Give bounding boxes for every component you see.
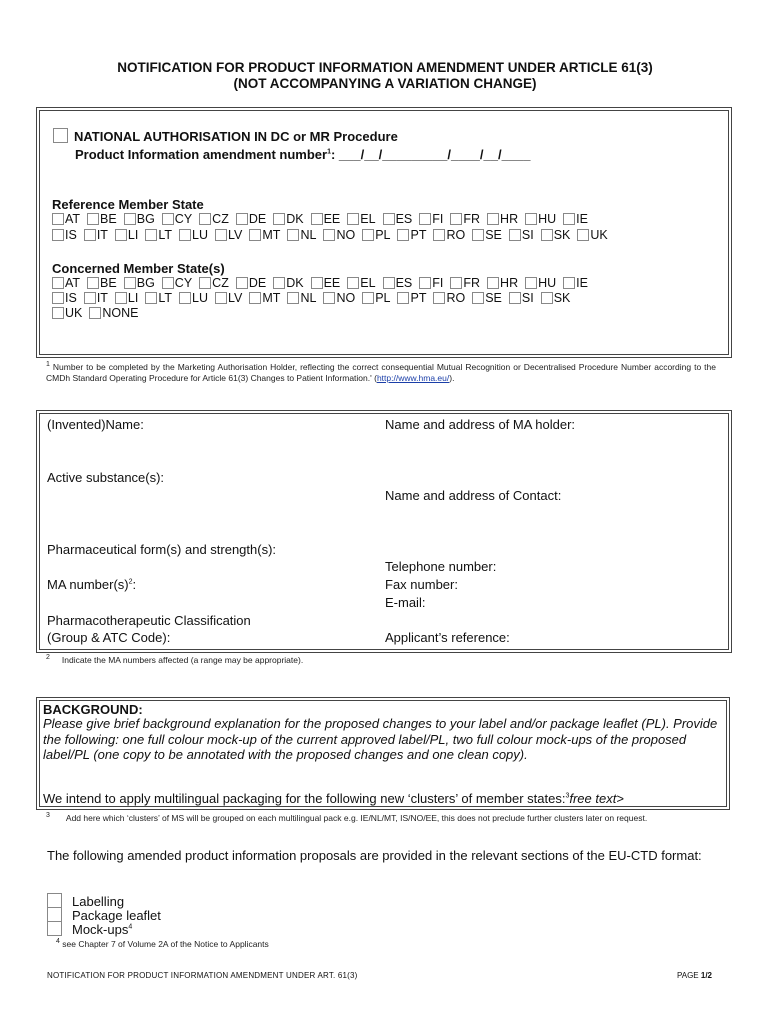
member-state-label: DE (248, 212, 267, 226)
member-state-label: SI (521, 228, 534, 242)
member-state-checkbox[interactable] (52, 307, 64, 319)
member-state-ro (433, 291, 465, 306)
amendment-number-field[interactable]: : ___/__/_________/____/__/____ (330, 147, 531, 162)
member-state-lu (179, 291, 208, 306)
member-state-label: NL (300, 291, 317, 305)
member-state-checkbox[interactable] (472, 292, 484, 304)
member-state-checkbox[interactable] (509, 292, 521, 304)
member-state-label: IE (576, 276, 588, 290)
member-state-checkbox[interactable] (162, 213, 174, 225)
member-state-label: DE (248, 276, 267, 290)
member-state-checkbox[interactable] (450, 213, 462, 225)
member-state-hu (525, 276, 556, 291)
member-state-at (52, 276, 80, 291)
member-state-checkbox[interactable] (541, 229, 553, 241)
member-state-checkbox[interactable] (145, 229, 157, 241)
member-state-lv (215, 228, 242, 243)
member-state-checkbox[interactable] (563, 213, 575, 225)
member-state-ie (563, 276, 588, 291)
member-state-label: NONE (102, 306, 139, 320)
member-state-label: IS (65, 291, 77, 305)
member-state-label: FR (463, 276, 481, 290)
footnote-ref-4: 4 (128, 923, 133, 931)
member-state-checkbox[interactable] (433, 292, 445, 304)
member-state-hr (487, 212, 518, 227)
member-state-label: SE (485, 228, 502, 242)
footnote-3-number: 3 (46, 812, 50, 819)
member-state-es (383, 276, 413, 291)
member-state-label: FR (463, 212, 481, 226)
member-state-cy (162, 212, 192, 227)
member-state-checkbox[interactable] (199, 213, 211, 225)
member-state-cy (162, 276, 192, 291)
member-state-label: LI (127, 228, 139, 242)
member-state-pl (362, 291, 390, 306)
page-label: PAGE (677, 971, 699, 980)
member-state-no (323, 291, 355, 306)
member-state-hu (525, 212, 556, 227)
member-state-label: UK (590, 228, 608, 242)
form-title-line2: (NOT ACCOMPANYING A VARIATION CHANGE) (233, 76, 537, 91)
member-state-checkbox[interactable] (323, 292, 335, 304)
hma-link[interactable]: http://www.hma.eu/ (376, 372, 450, 383)
member-state-uk (577, 228, 607, 243)
member-state-checkbox[interactable] (362, 229, 374, 241)
member-state-checkbox[interactable] (124, 213, 136, 225)
proposals-intro: The following amended product information proposals are provided in the relevant sections of the EU-CTD format: (47, 848, 702, 863)
member-state-checkbox[interactable] (52, 277, 64, 289)
member-state-bg (124, 276, 155, 291)
member-state-label: SK (553, 291, 571, 305)
member-state-checkbox[interactable] (525, 213, 537, 225)
background-heading: BACKGROUND: (43, 702, 143, 717)
member-state-label: EE (323, 212, 341, 226)
member-state-label: AT (65, 212, 81, 226)
member-state-checkbox[interactable] (472, 229, 484, 241)
free-text-field[interactable]: free text> (569, 791, 624, 806)
member-state-it (84, 228, 108, 243)
member-state-is (52, 228, 77, 243)
member-state-label: SE (485, 291, 502, 305)
member-state-nl (287, 228, 316, 243)
footer-page (677, 971, 712, 980)
member-state-label: CY (174, 212, 193, 226)
member-state-checkbox[interactable] (236, 213, 248, 225)
member-state-checkbox[interactable] (236, 277, 248, 289)
multilingual-text: We intend to apply multilingual packaging for the following new ‘clusters’ of member states: (43, 791, 566, 806)
ma-number-label (47, 577, 136, 592)
member-state-label: EE (323, 276, 341, 290)
footnote-4-number: 4 (56, 938, 60, 945)
mock-ups-label: Mock-ups (72, 922, 129, 937)
footnote-ref-1: 1 (327, 148, 331, 156)
member-state-label: LV (228, 291, 243, 305)
member-state-el (347, 212, 375, 227)
member-state-checkbox[interactable] (145, 292, 157, 304)
national-authorisation-heading: NATIONAL AUTHORISATION IN DC or MR Procedure (74, 129, 398, 144)
member-state-checkbox[interactable] (124, 277, 136, 289)
applicant-reference-label: Applicant’s reference: (385, 630, 510, 645)
member-state-label: RO (446, 228, 466, 242)
active-substance-label: Active substance(s): (47, 470, 165, 485)
concerned-row-1 (52, 276, 595, 291)
member-state-checkbox[interactable] (115, 292, 127, 304)
member-state-dk (273, 212, 303, 227)
member-state-checkbox[interactable] (563, 277, 575, 289)
member-state-label: CZ (212, 212, 229, 226)
member-state-label: PL (375, 291, 391, 305)
member-state-checkbox[interactable] (52, 229, 64, 241)
member-state-li (115, 228, 138, 243)
member-state-dk (273, 276, 303, 291)
member-state-checkbox[interactable] (52, 292, 64, 304)
footnote-3 (46, 810, 714, 824)
member-state-checkbox[interactable] (115, 229, 127, 241)
page-number: 1/2 (700, 971, 712, 980)
member-state-label: AT (65, 276, 81, 290)
concerned-row-2 (52, 291, 577, 306)
member-state-hr (487, 276, 518, 291)
member-state-uk (52, 306, 82, 321)
member-state-be (87, 276, 117, 291)
member-state-checkbox[interactable] (450, 277, 462, 289)
member-state-label: BE (100, 212, 117, 226)
member-state-lt (145, 291, 172, 306)
member-state-checkbox[interactable] (87, 213, 99, 225)
member-state-li (115, 291, 138, 306)
labelling-label: Labelling (72, 894, 125, 909)
member-state-checkbox[interactable] (287, 229, 299, 241)
amendment-number-row (75, 147, 531, 162)
member-state-pt (397, 228, 426, 243)
member-state-label: EL (360, 276, 376, 290)
member-state-checkbox[interactable] (397, 292, 409, 304)
mock-ups-checkbox[interactable] (47, 921, 62, 936)
footnote-1-text: Number to be completed by the Marketing Authorisation Holder, reflecting the correct consequential Mutual Recognition or Decentralised Procedure Number according to the CMDh Standard Operating Procedure for Article 61(3) Changes to Patient Information.' ( (46, 361, 716, 383)
member-state-label: LT (158, 291, 173, 305)
member-state-label: HR (500, 276, 519, 290)
member-state-label: IT (96, 291, 108, 305)
national-authorisation-checkbox[interactable] (53, 128, 68, 143)
member-state-label: IS (65, 228, 77, 242)
member-state-label: MT (262, 228, 281, 242)
member-state-label: IE (576, 212, 588, 226)
member-state-checkbox[interactable] (419, 277, 431, 289)
member-state-ee (311, 276, 341, 291)
package-leaflet-checkbox[interactable] (47, 907, 62, 922)
member-state-checkbox[interactable] (525, 277, 537, 289)
member-state-checkbox[interactable] (84, 292, 96, 304)
member-state-checkbox[interactable] (215, 292, 227, 304)
member-state-checkbox[interactable] (273, 213, 285, 225)
member-state-checkbox[interactable] (362, 292, 374, 304)
member-state-it (84, 291, 108, 306)
member-state-checkbox[interactable] (249, 292, 261, 304)
footnote-2 (46, 652, 303, 666)
pharmacotherapeutic-label-line2: (Group & ATC Code): (47, 630, 171, 645)
member-state-sk (541, 291, 571, 306)
member-state-de (236, 276, 266, 291)
member-state-checkbox[interactable] (347, 277, 359, 289)
member-state-checkbox[interactable] (577, 229, 589, 241)
member-state-checkbox[interactable] (487, 213, 499, 225)
member-state-label: DK (286, 212, 304, 226)
member-state-pt (397, 291, 426, 306)
proposal-item-mock-ups (47, 921, 132, 937)
member-state-checkbox[interactable] (323, 229, 335, 241)
member-state-label: BE (100, 276, 117, 290)
fax-label: Fax number: (385, 577, 458, 592)
concerned-row-3 (52, 306, 146, 321)
reference-member-state-heading: Reference Member State (52, 197, 204, 212)
member-state-fi (419, 212, 443, 227)
member-state-label: SK (553, 228, 571, 242)
labelling-checkbox[interactable] (47, 893, 62, 908)
member-state-el (347, 276, 375, 291)
member-state-checkbox[interactable] (87, 277, 99, 289)
member-state-checkbox[interactable] (84, 229, 96, 241)
member-state-checkbox[interactable] (383, 213, 395, 225)
footnote-1-number: 1 (46, 361, 50, 368)
member-state-checkbox[interactable] (541, 292, 553, 304)
member-state-checkbox[interactable] (433, 229, 445, 241)
member-state-fi (419, 276, 443, 291)
member-state-checkbox[interactable] (179, 292, 191, 304)
footnote-4-text: see Chapter 7 of Volume 2A of the Notice to Applicants (62, 938, 269, 949)
invented-name-label: (Invented)Name: (47, 417, 144, 432)
contact-label: Name and address of Contact: (385, 488, 562, 503)
member-state-label: ES (395, 212, 413, 226)
footnote-2-number: 2 (46, 654, 50, 661)
footnote-1 (46, 359, 716, 384)
member-state-label: MT (262, 291, 281, 305)
member-state-label: EL (360, 212, 376, 226)
member-state-checkbox[interactable] (215, 229, 227, 241)
pharmacotherapeutic-label-line1: Pharmacotherapeutic Classification (47, 613, 251, 628)
member-state-label: HU (538, 276, 557, 290)
member-state-mt (249, 291, 280, 306)
member-state-cz (199, 276, 229, 291)
member-state-bg (124, 212, 155, 227)
footnote-4 (56, 936, 269, 950)
member-state-si (509, 291, 534, 306)
member-state-label: DK (286, 276, 304, 290)
member-state-checkbox[interactable] (509, 229, 521, 241)
footnote-ref-3: 3 (565, 792, 570, 800)
member-state-de (236, 212, 266, 227)
background-instructions: Please give brief background explanation for the proposed changes to your label and/or package leaflet (PL). Provide the following: one full colour mock-up of the current approved label/PL, two full colour mock-ups of the proposed label/PL (one copy to be annotated with the proposed changes and one clean copy). (43, 716, 718, 762)
member-state-label: UK (65, 306, 83, 320)
member-state-checkbox[interactable] (419, 213, 431, 225)
footnote-2-text: Indicate the MA numbers affected (a range may be appropriate). (61, 654, 304, 665)
member-state-label: LI (127, 291, 139, 305)
member-state-label: ES (395, 276, 413, 290)
member-state-checkbox[interactable] (199, 277, 211, 289)
member-state-nl (287, 291, 316, 306)
member-state-lt (145, 228, 172, 243)
member-state-no (323, 228, 355, 243)
package-leaflet-label: Package leaflet (72, 908, 161, 923)
reference-row-2 (52, 228, 615, 243)
ma-holder-label: Name and address of MA holder: (385, 417, 576, 432)
member-state-checkbox[interactable] (162, 277, 174, 289)
member-state-label: FI (432, 212, 444, 226)
member-state-label: BG (136, 212, 155, 226)
telephone-label: Telephone number: (385, 559, 497, 574)
member-state-checkbox[interactable] (311, 213, 323, 225)
member-state-label: LV (228, 228, 243, 242)
member-state-es (383, 212, 413, 227)
member-state-label: NL (300, 228, 317, 242)
member-state-checkbox[interactable] (397, 229, 409, 241)
member-state-cz (199, 212, 229, 227)
member-state-se (472, 291, 502, 306)
member-state-label: PL (375, 228, 391, 242)
member-state-fr (450, 212, 480, 227)
member-state-label: LT (158, 228, 173, 242)
member-state-checkbox[interactable] (347, 213, 359, 225)
footnote-1-tail: ). (449, 372, 455, 383)
member-state-label: CY (174, 276, 193, 290)
footer-title: NOTIFICATION FOR PRODUCT INFORMATION AMENDMENT UNDER ART. 61(3) (47, 971, 358, 980)
member-state-checkbox[interactable] (311, 277, 323, 289)
member-state-checkbox[interactable] (383, 277, 395, 289)
member-state-ie (563, 212, 588, 227)
member-state-sk (541, 228, 571, 243)
member-state-checkbox[interactable] (487, 277, 499, 289)
member-state-checkbox[interactable] (273, 277, 285, 289)
member-state-lv (215, 291, 242, 306)
member-state-mt (249, 228, 280, 243)
member-state-checkbox[interactable] (52, 213, 64, 225)
member-state-label: NO (336, 228, 356, 242)
member-state-lu (179, 228, 208, 243)
amendment-number-label: Product Information amendment number (75, 147, 328, 162)
member-state-label: CZ (212, 276, 229, 290)
pharmaceutical-form-label: Pharmaceutical form(s) and strength(s): (47, 542, 277, 557)
concerned-member-state-heading: Concerned Member State(s) (52, 261, 225, 276)
form-title-line1: NOTIFICATION FOR PRODUCT INFORMATION AMENDMENT UNDER ARTICLE 61(3) (117, 60, 653, 75)
member-state-checkbox[interactable] (89, 307, 101, 319)
member-state-be (87, 212, 117, 227)
ma-number-colon: : (132, 577, 137, 592)
national-authorisation-row (53, 128, 398, 144)
reference-row-1 (52, 212, 595, 227)
member-state-none (89, 306, 138, 321)
member-state-label: HU (538, 212, 557, 226)
member-state-at (52, 212, 80, 227)
member-state-checkbox[interactable] (179, 229, 191, 241)
member-state-label: NO (336, 291, 356, 305)
multilingual-row (43, 791, 624, 806)
member-state-label: BG (136, 276, 155, 290)
ma-number-text: MA number(s) (47, 577, 129, 592)
member-state-label: LU (192, 291, 209, 305)
member-state-label: LU (192, 228, 209, 242)
member-state-checkbox[interactable] (249, 229, 261, 241)
member-state-label: PT (410, 228, 427, 242)
member-state-is (52, 291, 77, 306)
member-state-label: PT (410, 291, 427, 305)
member-state-ee (311, 212, 341, 227)
member-state-si (509, 228, 534, 243)
member-state-label: RO (446, 291, 466, 305)
member-state-label: IT (96, 228, 108, 242)
footnote-3-text: Add here which ‘clusters’ of MS will be grouped on each multilingual pack e.g. IE/NL/MT, IS/NO/EE, this does not preclude further clusters later on request. (65, 812, 648, 823)
member-state-ro (433, 228, 465, 243)
member-state-checkbox[interactable] (287, 292, 299, 304)
member-state-label: FI (432, 276, 444, 290)
email-label: E-mail: (385, 595, 426, 610)
member-state-label: SI (521, 291, 534, 305)
footnote-ref-2: 2 (128, 578, 133, 586)
member-state-pl (362, 228, 390, 243)
member-state-se (472, 228, 502, 243)
member-state-label: HR (500, 212, 519, 226)
member-state-fr (450, 276, 480, 291)
